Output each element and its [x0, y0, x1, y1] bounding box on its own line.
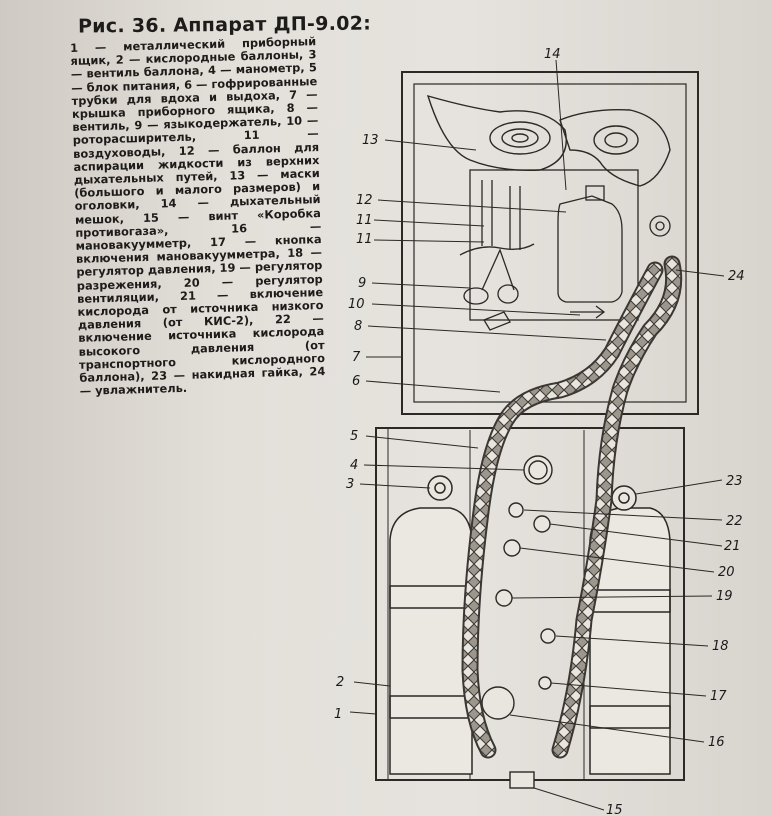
callout-1: 1: [334, 707, 343, 722]
callout-19: 19: [716, 589, 733, 604]
gauges-and-regulators: [482, 456, 555, 788]
callout-10: 10: [348, 297, 365, 312]
callout-14: 14: [544, 47, 561, 62]
callout-12: 12: [356, 193, 373, 208]
masks: [428, 96, 670, 186]
callout-5: 5: [350, 429, 359, 444]
figure-legend: 1 — металлический приборный ящик, 2 — кислородные баллоны, 3 — вентиль баллона, 4 — манометр, 5 — блок питания, 6 — гофрированные трубки для вдоха и выдоха, 7 — крышка приборного ящика, 8 — вентиль, 9 — языкодержатель, 10 — роторасширитель, 11 — воздуховоды, 12 — баллон для аспирации жидкости из верхних дыхательных путей, 13 — маски (большого и малого размеров) и оголовки, 14 — дыхательный мешок, 15 — винт «Коробка противогаза», 16 — мановакуумметр, 17 — кнопка включения мановакуумметра, 18 — регулятор давления, 19 — регулятор разрежения, 20 — регулятор вентиляции, 21 — включение кислорода от источника низкого давления (от КИС-2), 22 — включение источника кислорода высокого давления (от транспортного кислородного баллона), 23 — накидная гайка, 24 — увлажнитель.: [69, 34, 326, 399]
callout-17: 17: [710, 689, 727, 704]
callout-20: 20: [718, 565, 735, 580]
callout-23: 23: [726, 474, 743, 489]
callout-11a: 11: [356, 213, 373, 228]
callout-9: 9: [358, 276, 367, 291]
callout-4: 4: [350, 458, 359, 473]
callout-18: 18: [712, 639, 729, 654]
lid-panel: [402, 72, 698, 414]
callout-21: 21: [724, 539, 741, 554]
callout-7: 7: [352, 350, 361, 365]
callout-15: 15: [606, 803, 623, 816]
callout-6: 6: [352, 374, 361, 389]
callout-13: 13: [362, 133, 379, 148]
callout-22: 22: [726, 514, 743, 529]
callout-11b: 11: [356, 232, 373, 247]
callout-16: 16: [708, 735, 725, 750]
callout-3: 3: [346, 477, 355, 492]
callout-24: 24: [728, 269, 745, 284]
figure-title: Рис. 36. Аппарат ДП-9.02:: [77, 12, 372, 38]
callout-2: 2: [336, 675, 345, 690]
callout-8: 8: [354, 319, 363, 334]
